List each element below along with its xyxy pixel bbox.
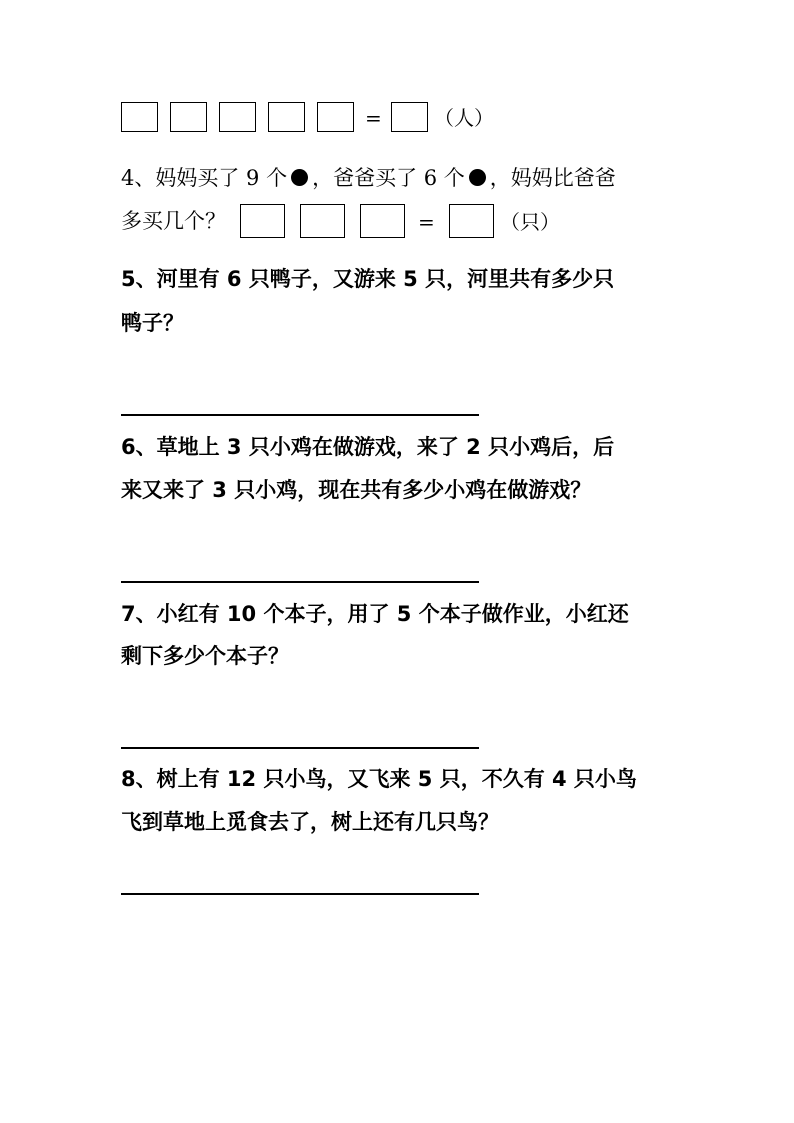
question-8-line-1: 8、树上有 12 只小鸟，又飞来 5 只，不久有 4 只小鸟 [121, 767, 637, 791]
question-4-text-b: ，爸爸买了 6 个 [312, 166, 465, 190]
answer-box-result[interactable] [391, 102, 428, 132]
answer-line[interactable] [121, 414, 479, 416]
question-4-line-1 [121, 166, 616, 190]
question-6-line-2: 来又来了 3 只小鸡，现在共有多少小鸡在做游戏？ [121, 478, 592, 502]
question-5-line-1: 5、河里有 6 只鸭子，又游来 5 只，河里共有多少只 [121, 267, 615, 291]
question-4-text-a: 4、妈妈买了 9 个 [121, 166, 288, 190]
answer-box[interactable] [240, 204, 285, 238]
answer-line[interactable] [121, 581, 479, 583]
answer-box[interactable] [170, 102, 207, 132]
answer-box[interactable] [360, 204, 405, 238]
question-5-line-2: 鸭子？ [121, 311, 184, 335]
answer-box[interactable] [268, 102, 305, 132]
answer-box[interactable] [300, 204, 345, 238]
black-circle-icon [291, 169, 308, 186]
question-7-line-1: 7、小红有 10 个本子，用了 5 个本子做作业，小红还 [121, 602, 629, 626]
question-4-text-c: ，妈妈比爸爸 [489, 166, 616, 190]
unit-label: （人） [434, 106, 494, 130]
answer-box-result[interactable] [449, 204, 494, 238]
answer-box[interactable] [121, 102, 158, 132]
unit-label: （只） [500, 210, 560, 234]
answer-line[interactable] [121, 893, 479, 895]
question-6-line-1: 6、草地上 3 只小鸡在做游戏，来了 2 只小鸡后，后 [121, 435, 615, 459]
answer-box[interactable] [219, 102, 256, 132]
answer-box[interactable] [317, 102, 354, 132]
question-8-line-2: 飞到草地上觅食去了，树上还有几只鸟？ [121, 810, 499, 834]
equals-sign: = [418, 210, 435, 234]
equals-sign: = [365, 106, 382, 130]
question-4-line-2: 多买几个？ [121, 209, 226, 233]
question-7-line-2: 剩下多少个本子？ [121, 644, 289, 668]
black-circle-icon [469, 169, 486, 186]
answer-line[interactable] [121, 747, 479, 749]
